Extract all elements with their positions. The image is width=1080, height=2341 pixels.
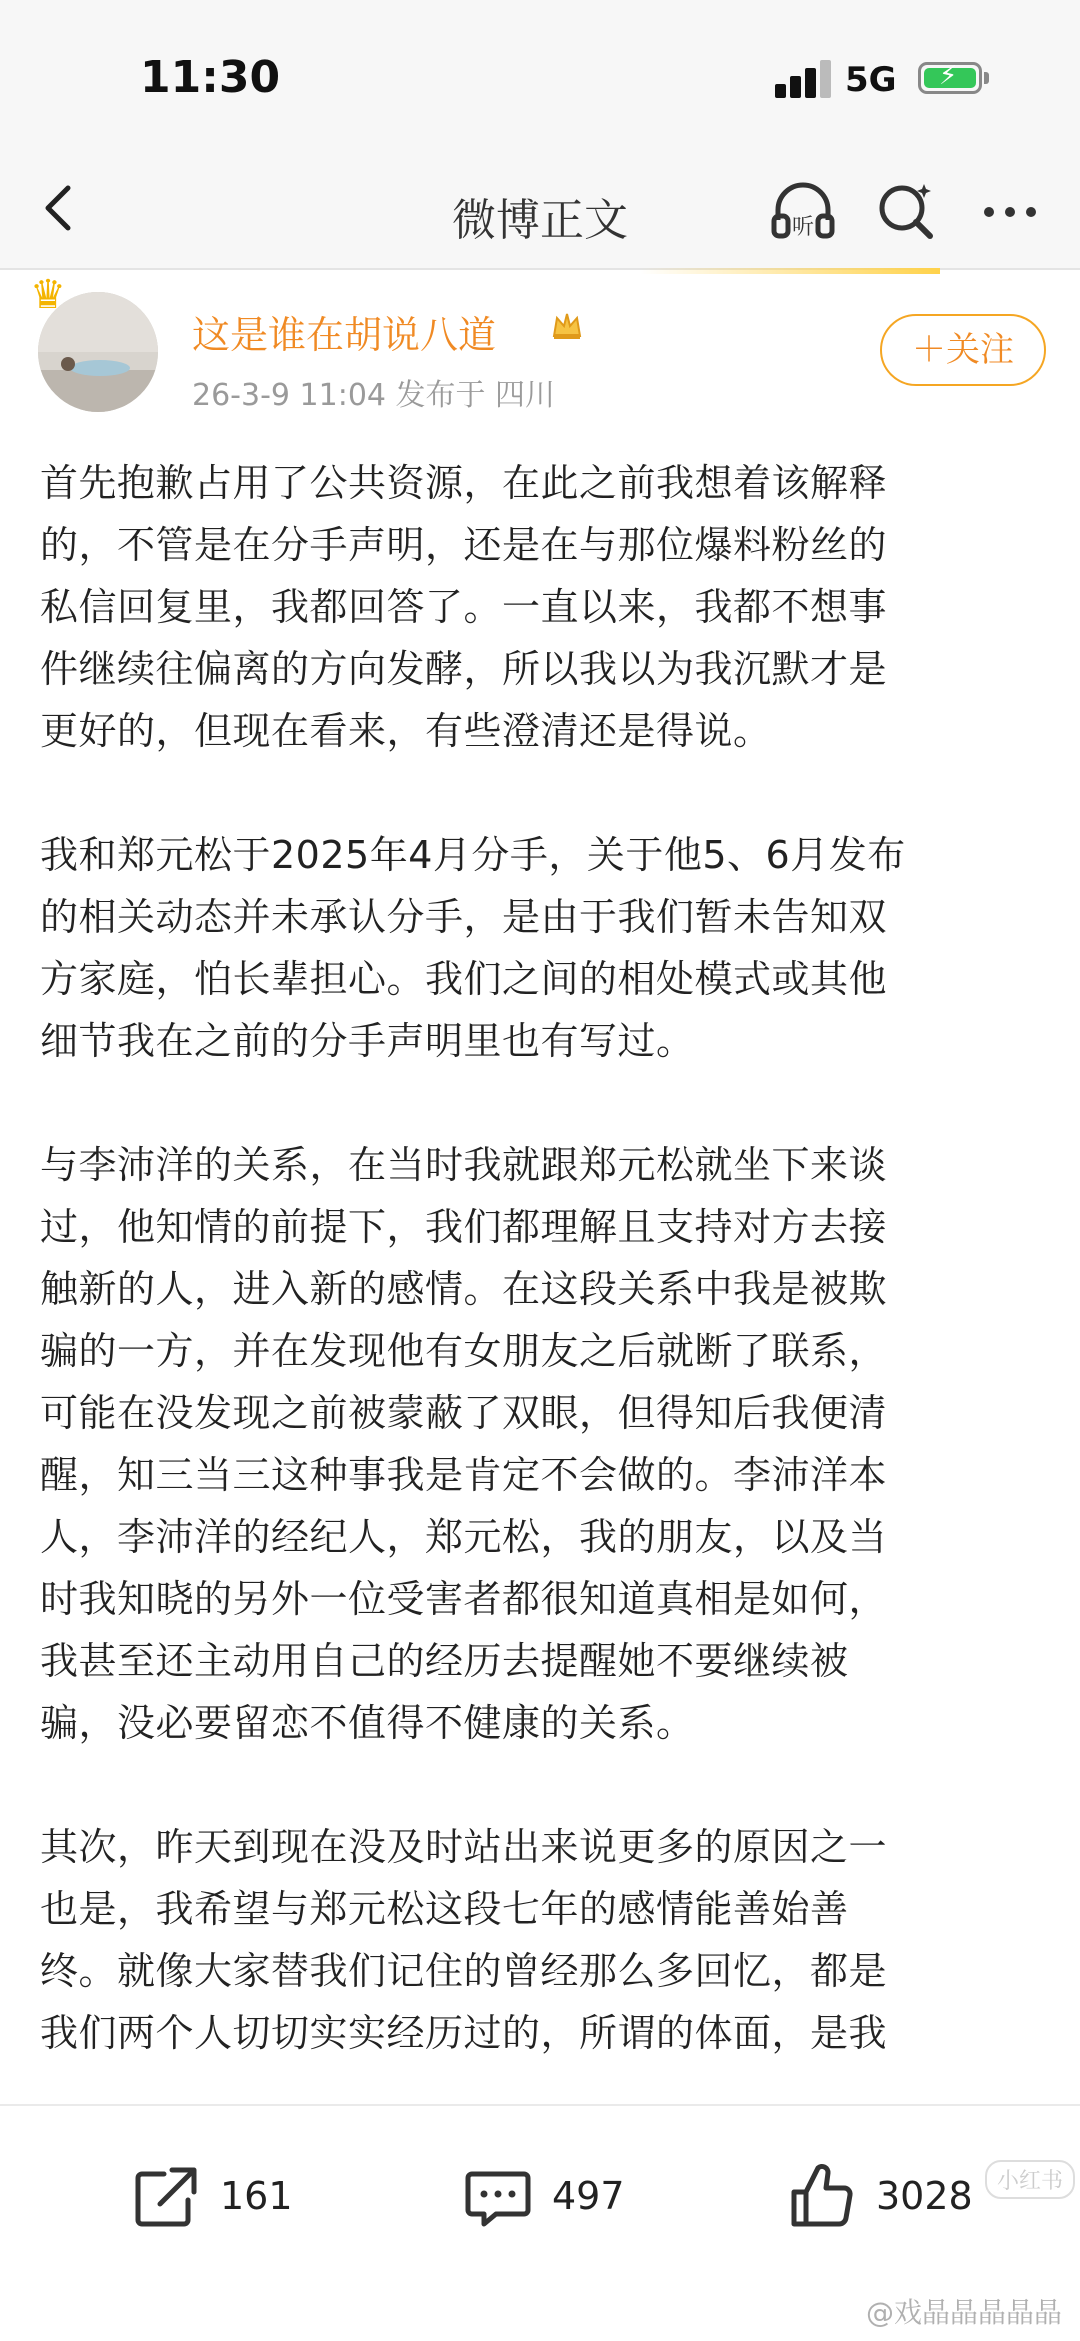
paragraph: 我和郑元松于2025年4月分手，关于他5、6月发布 的相关动态并未承认分手，是由于我们暂未告知双 方家庭，怕长辈担心。我们之间的相处模式或其他 细节我在之前的分手声明里也有写过。 — [40, 833, 906, 1063]
watermark-stamp: 小红书 — [985, 2160, 1075, 2199]
search-icon[interactable] — [872, 176, 942, 246]
follow-button[interactable]: ＋关注 — [880, 314, 1046, 386]
action-bar — [0, 2104, 1080, 2341]
status-bar — [0, 0, 1080, 150]
watermark: @戏晶晶晶晶晶 — [865, 2296, 1062, 2329]
comment-icon — [462, 2160, 534, 2232]
post-meta: 26-3-9 11:04 发布于 四川 — [192, 378, 556, 413]
more-icon[interactable] — [975, 176, 1045, 246]
repost-count: 161 — [220, 2174, 293, 2218]
battery-tip — [984, 72, 989, 84]
headphones-icon[interactable] — [768, 176, 838, 246]
paragraph: 与李沛洋的关系，在当时我就跟郑元松就坐下来谈 过，他知情的前提下，我们都理解且支持对方去接 触新的人，进入新的感情。在这段关系中我是被欺 骗的一方，并在发现他有女朋友之后就断了联系， 可能在没发现之前被蒙蔽了双眼，但得知后我便清 醒，知三当三这种事我是肯定不会做的。李沛洋本 人，李沛洋的经纪人，郑元松，我的朋友，以及当 时我知晓的另外一位受害者都很知道真相是如何， 我甚至还主动用自己的经历去提醒她不要继续被 骗，没必要留恋不值得不健康的关系。 — [40, 1143, 888, 1745]
svg-text:听: 听 — [791, 215, 815, 240]
repost-button[interactable] — [130, 2156, 293, 2236]
post-content — [40, 452, 1050, 2126]
battery-icon: ⚡ — [918, 62, 982, 94]
network-label: 5G — [845, 60, 897, 100]
comment-count: 497 — [552, 2174, 625, 2218]
page-title: 微博正文 — [452, 195, 628, 246]
like-count: 3028 — [876, 2174, 973, 2218]
vip-decoration — [640, 268, 940, 274]
thumbs-up-icon — [786, 2160, 858, 2232]
comment-button[interactable] — [462, 2156, 625, 2236]
author-name[interactable]: 这是谁在胡说八道 — [192, 313, 497, 357]
paragraph: 其次，昨天到现在没及时站出来说更多的原因之一 也是，我希望与郑元松这段七年的感情能善始善 终。就像大家替我们记住的曾经那么多回忆，都是 我们两个人切切实实经历过的，所谓的体面，是我 — [40, 1825, 888, 2055]
crown-icon: ♛ — [30, 272, 66, 318]
like-button[interactable] — [786, 2156, 973, 2236]
paragraph: 首先抱歉占用了公共资源，在此之前我想着该解释 的，不管是在分手声明，还是在与那位爆料粉丝的 私信回复里，我都回答了。一直以来，我都不想事 件继续往偏离的方向发酵，所以我以为我沉默才是 更好的，但现在看来，有些澄清还是得说。 — [40, 461, 888, 753]
repost-icon — [130, 2160, 202, 2232]
vip-badge-icon — [548, 306, 586, 344]
nav-bar — [0, 150, 1080, 270]
signal-icon — [775, 58, 835, 98]
status-time: 11:30 — [140, 52, 281, 103]
